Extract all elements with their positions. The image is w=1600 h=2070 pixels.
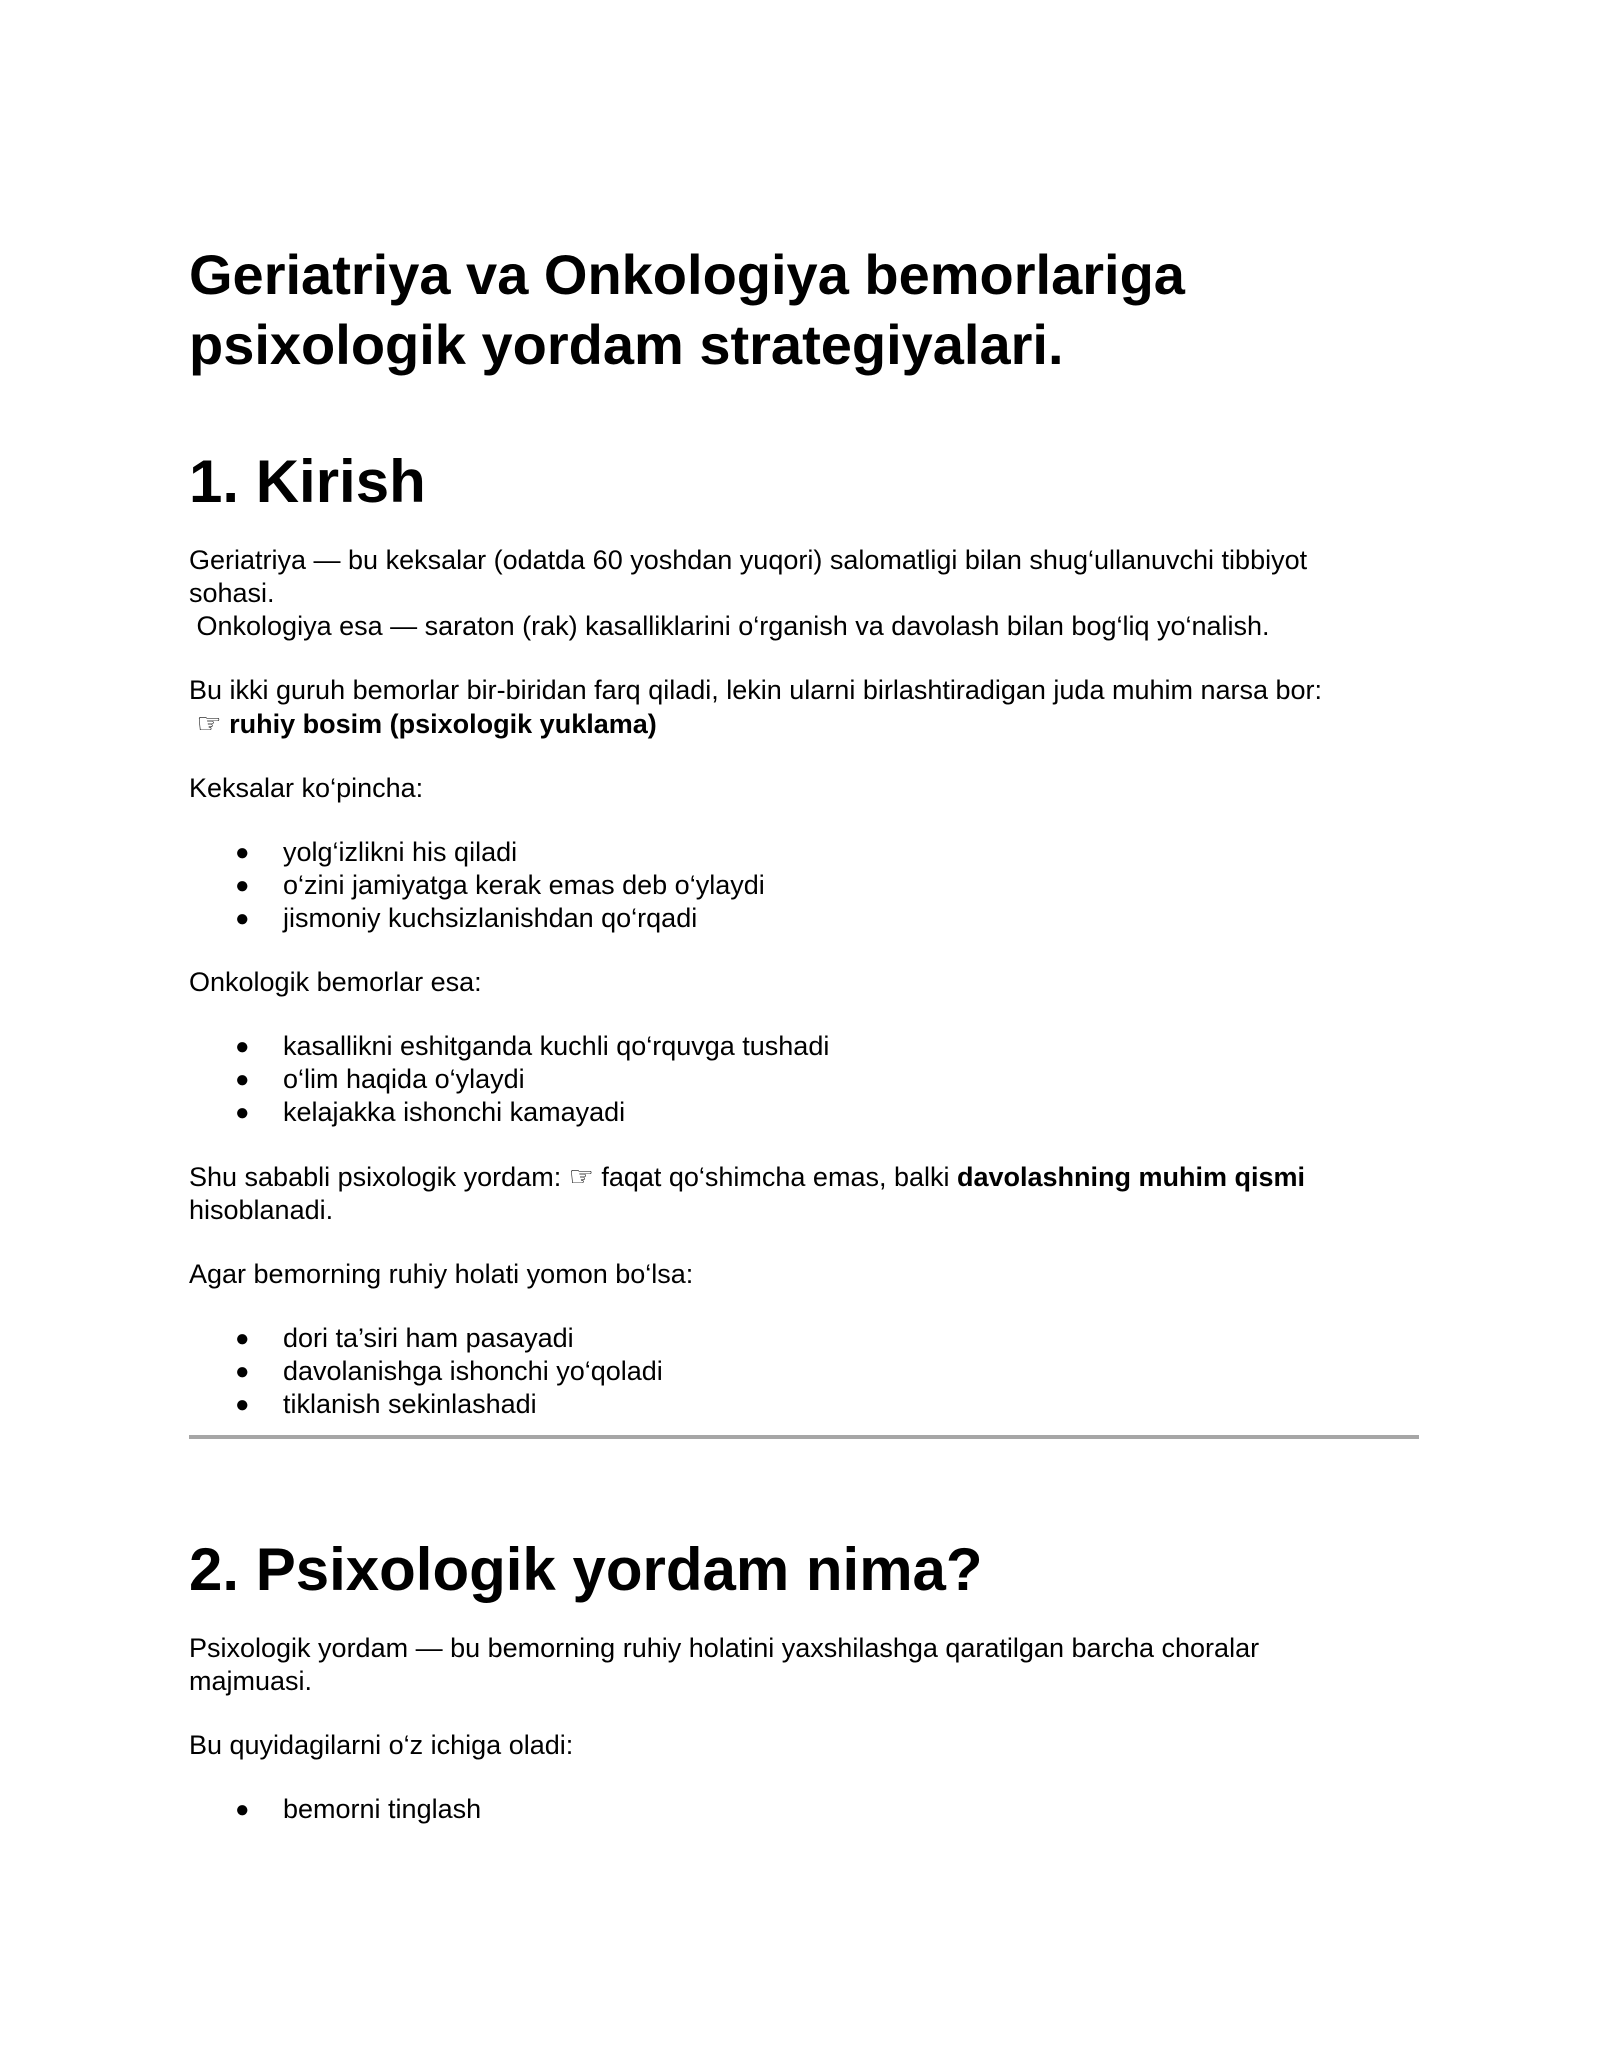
list-item: ● yolg‘izlikni his qiladi [235, 837, 518, 867]
list-item: ● davolanishga ishonchi yo‘qoladi [235, 1356, 663, 1386]
title-line-2: psixologik yordam strategiyalari. [189, 313, 1064, 376]
bullet-icon: ● [235, 1325, 250, 1352]
bullet-icon: ● [235, 872, 250, 899]
bad-label: Agar bemorning ruhiy holati yomon bo‘lsa: [189, 1259, 694, 1289]
section-1-heading: 1. Kirish [189, 448, 426, 515]
intro-line-3: Onkologiya esa — saraton (rak) kasalliklarini o‘rganish va davolash bilan bog‘liq yo‘nalish. [189, 611, 1270, 641]
reason-paragraph [189, 1160, 1419, 1227]
list-item: ● o‘lim haqida o‘ylaydi [235, 1064, 525, 1094]
bullet-icon: ● [235, 1099, 250, 1126]
definition-line-2: majmuasi. [189, 1666, 313, 1696]
document-title [189, 240, 1419, 380]
reason-line-2: hisoblanadi. [189, 1195, 334, 1225]
intro-line-2: sohasi. [189, 578, 275, 608]
includes-list [189, 1793, 1419, 1826]
intro-line-1: Geriatriya — bu keksalar (odatda 60 yoshdan yuqori) salomatligi bilan shug‘ullanuvchi tibbiyot [189, 545, 1308, 575]
includes-label: Bu quyidagilarni o‘z ichiga oladi: [189, 1730, 574, 1760]
onco-list [189, 1030, 1419, 1129]
groups-paragraph [189, 674, 1419, 741]
list-item: ● kelajakka ishonchi kamayadi [235, 1097, 626, 1127]
bullet-icon: ● [235, 1391, 250, 1418]
bullet-icon: ● [235, 1358, 250, 1385]
bullet-icon: ● [235, 1796, 250, 1823]
pointing-hand-icon: ☞ [196, 707, 222, 740]
groups-bold-text: ruhiy bosim (psixologik yuklama) [229, 709, 657, 739]
list-item: ● bemorni tinglash [235, 1794, 482, 1824]
reason-bold-text: davolashning muhim qismi [957, 1162, 1306, 1192]
groups-line-1: Bu ikki guruh bemorlar bir-biridan farq qiladi, lekin ularni birlashtiradigan juda muhim narsa bor: [189, 675, 1323, 705]
bullet-icon: ● [235, 905, 250, 932]
bullet-icon: ● [235, 1033, 250, 1060]
list-item: ● o‘zini jamiyatga kerak emas deb o‘ylaydi [235, 870, 765, 900]
elderly-label: Keksalar ko‘pincha: [189, 773, 424, 803]
groups-line-2 [189, 707, 1419, 741]
intro-paragraph [189, 544, 1419, 643]
section-2-heading: 2. Psixologik yordam nima? [189, 1536, 983, 1603]
elderly-list [189, 836, 1419, 935]
reason-line-1: Shu sababli psixologik yordam: ☞ faqat qo‘shimcha emas, balki davolashning muhim qismi [189, 1160, 1306, 1193]
bullet-icon: ● [235, 839, 250, 866]
list-item: ● kasallikni eshitganda kuchli qo‘rquvga tushadi [235, 1031, 830, 1061]
definition-line-1: Psixologik yordam — bu bemorning ruhiy holatini yaxshilashga qaratilgan barcha choralar [189, 1633, 1260, 1663]
horizontal-divider [189, 1435, 1419, 1439]
bad-list [189, 1322, 1419, 1421]
definition-paragraph [189, 1632, 1419, 1698]
onco-label: Onkologik bemorlar esa: [189, 967, 482, 997]
document-page [189, 240, 1419, 1857]
title-line-1: Geriatriya va Onkologiya bemorlariga [189, 243, 1185, 306]
list-item: ● tiklanish sekinlashadi [235, 1389, 537, 1419]
bullet-icon: ● [235, 1066, 250, 1093]
list-item: ● dori ta’siri ham pasayadi [235, 1323, 574, 1353]
list-item: ● jismoniy kuchsizlanishdan qo‘rqadi [235, 903, 698, 933]
pointing-hand-icon: ☞ [568, 1160, 594, 1193]
